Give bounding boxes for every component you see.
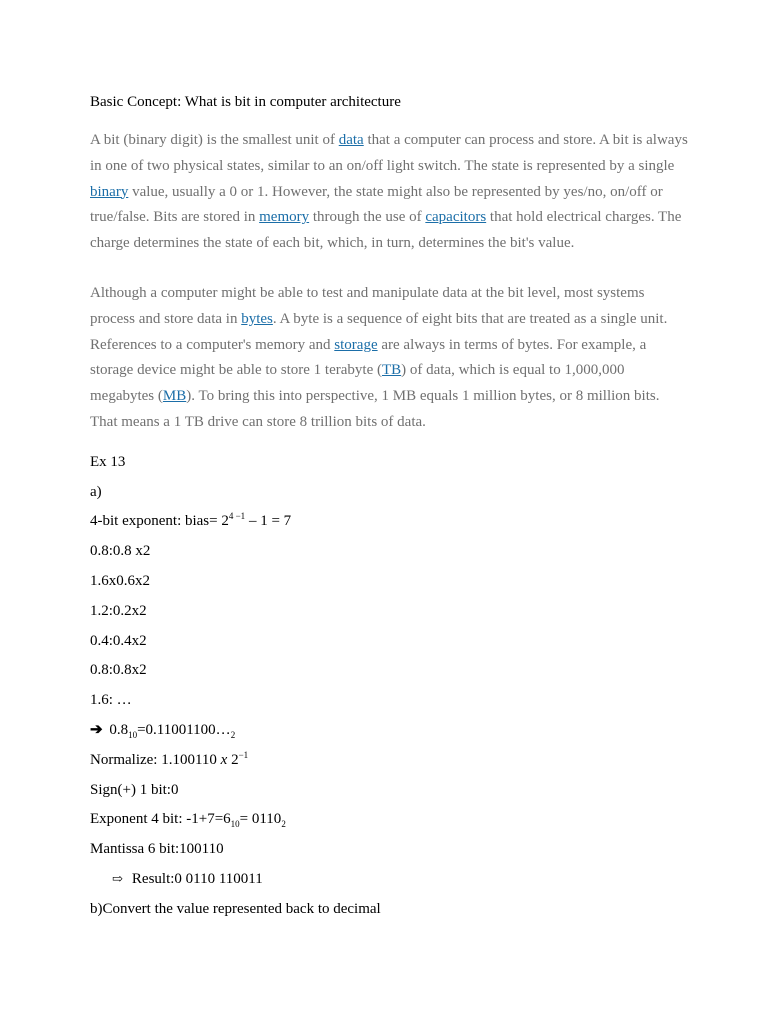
times-symbol: x <box>220 751 228 768</box>
result-text: Result:0 0110 110011 <box>131 870 263 887</box>
text-span: that hold electrical charges. The charge determines the state of each bit, which, in turn, determines the bit's value. <box>90 209 682 252</box>
exponent-binary: = 0110 <box>239 811 282 828</box>
base-subscript: 2 <box>230 729 236 740</box>
paragraph-bit-definition <box>90 128 690 257</box>
link-data[interactable]: data <box>338 132 364 148</box>
link-bytes[interactable]: bytes <box>241 310 273 327</box>
text-span: . A byte is a sequence of eight bits that are treated as a single unit. References to a computer's memory and <box>90 310 668 353</box>
bias-result: – 1 = 7 <box>245 513 292 530</box>
step-line: 1.6x0.6x2 <box>90 572 150 589</box>
exponent-line <box>90 809 690 839</box>
text-span: Although a computer might be able to test and manipulate data at the bit level, most systems process and store data in <box>90 284 645 327</box>
text-span: through the use of <box>309 209 426 226</box>
exercise-section <box>90 452 690 929</box>
text-span: ). To bring this into perspective, 1 MB equals 1 million bytes, or 8 million bits. That means a 1 TB drive can store 8 trillion bits of data. <box>90 388 660 430</box>
text-span: that a computer can process and store. A bit is always in one of two physical states, similar to an on/off light switch. The state is represented by a single <box>90 132 688 174</box>
result-line <box>90 869 690 899</box>
hollow-arrow-icon: ⇨ <box>112 870 123 886</box>
bias-superscript: 4 −1 <box>228 511 246 522</box>
sign-line: Sign(+) 1 bit:0 <box>90 781 179 798</box>
text-span: A bit (binary digit) is the smallest unit of <box>90 132 339 148</box>
link-mb[interactable]: MB <box>162 388 187 405</box>
text-span: ) of data, which is equal to 1,000,000 megabytes ( <box>90 362 625 405</box>
base-subscript: 2 <box>281 819 286 830</box>
document-page <box>90 92 690 929</box>
bias-line <box>90 511 690 541</box>
link-tb[interactable]: TB <box>381 362 402 379</box>
conversion-line <box>90 720 690 750</box>
link-capacitors[interactable]: capacitors <box>425 209 487 226</box>
normalize-exponent: −1 <box>238 749 249 760</box>
exponent-text: Exponent 4 bit: -1+7=6 <box>90 811 231 828</box>
part-a-label: a) <box>90 483 102 500</box>
conversion-value: 0.8 <box>105 721 129 738</box>
step-line: 0.8:0.8x2 <box>90 662 147 679</box>
normalize-base: 2 <box>227 751 239 768</box>
link-storage[interactable]: storage <box>334 336 378 353</box>
paragraph-bytes <box>90 281 690 436</box>
normalize-line <box>90 750 690 780</box>
base-subscript: 10 <box>128 729 138 740</box>
step-line: 1.2:0.2x2 <box>90 602 147 619</box>
text-span: are always in terms of bytes. For example, a storage device might be able to store 1 terabyte ( <box>90 336 647 379</box>
step-line: 0.8:0.8 x2 <box>90 543 151 560</box>
normalize-text: Normalize: 1.100110 <box>90 751 221 768</box>
text-span: value, usually a 0 or 1. However, the state might also be represented by yes/no, on/off or true/false. Bits are stored in <box>90 183 663 226</box>
step-line: 0.4:0.4x2 <box>90 632 147 649</box>
right-arrow-icon: ➔ <box>90 721 103 738</box>
bias-text: 4-bit exponent: bias= 2 <box>90 513 229 530</box>
step-line: 1.6: … <box>90 692 132 709</box>
link-binary[interactable]: binary <box>90 183 129 200</box>
page-title: Basic Concept: What is bit in computer architecture <box>90 94 401 110</box>
exercise-heading: Ex 13 <box>90 453 126 470</box>
base-subscript: 10 <box>230 819 240 830</box>
part-b-label: b)Convert the value represented back to decimal <box>90 900 381 917</box>
link-memory[interactable]: memory <box>259 209 310 226</box>
mantissa-line: Mantissa 6 bit:100110 <box>90 841 224 858</box>
conversion-binary: =0.11001100… <box>137 721 231 738</box>
